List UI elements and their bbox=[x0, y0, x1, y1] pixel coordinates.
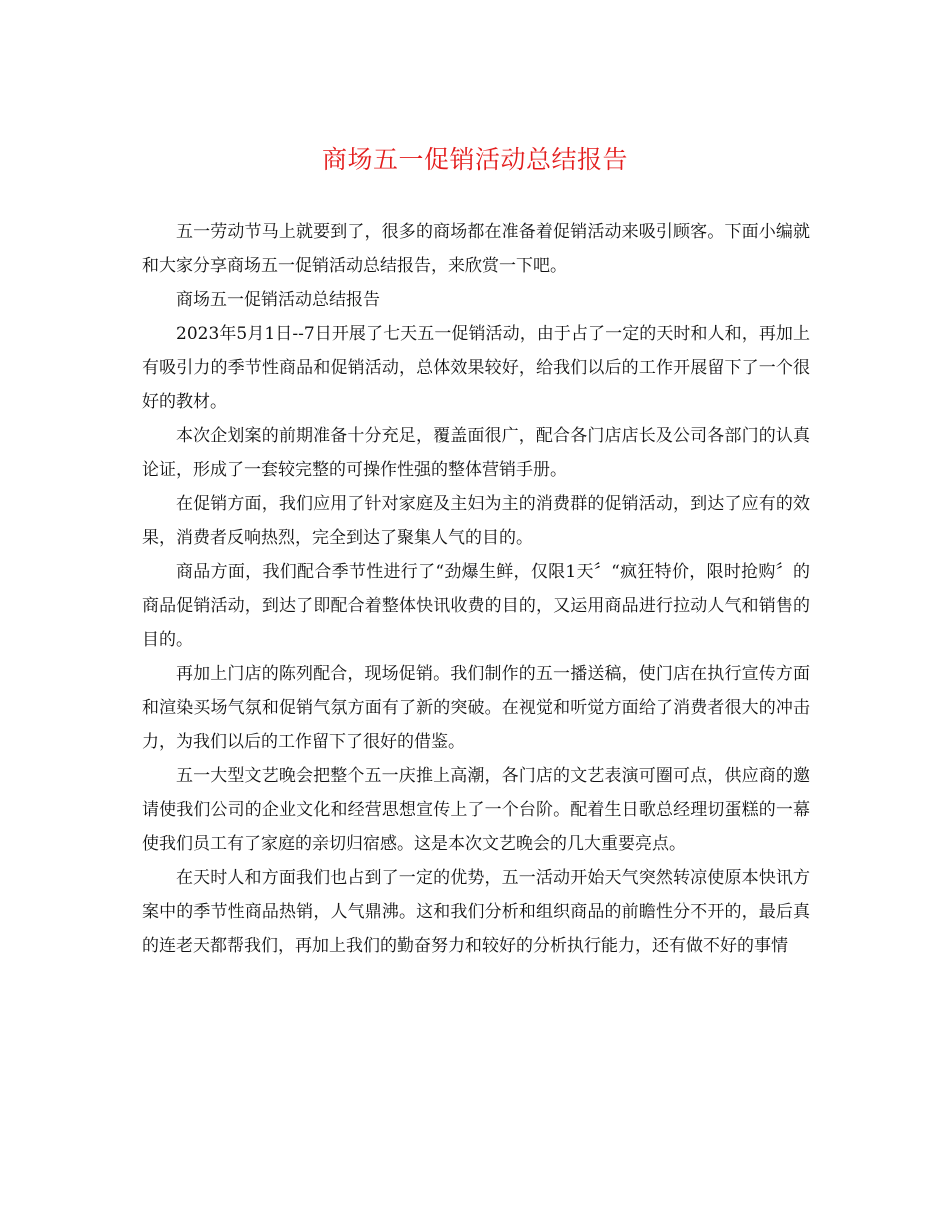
document-body bbox=[142, 215, 810, 963]
paragraph-display: 再加上门店的陈列配合，现场促销。我们制作的五一播送稿，使门店在执行宣传方面和渲染买场气氛和促销气氛方面有了新的突破。在视觉和听觉方面给了消费者很大的冲击力，为我们以后的工作留下了很好的借鉴。 bbox=[142, 664, 810, 752]
paragraph-promotion: 在促销方面，我们应用了针对家庭及主妇为主的消费群的促销活动，到达了应有的效果，消费者反响热烈，完全到达了聚集人气的目的。 bbox=[142, 494, 810, 548]
paragraph-preparation: 本次企划案的前期准备十分充足，覆盖面很广，配合各门店店长及公司各部门的认真论证，形成了一套较完整的可操作性强的整体营销手册。 bbox=[142, 426, 810, 480]
paragraph-merchandise: 商品方面，我们配合季节性进行了“劲爆生鲜，仅限1天〞“疯狂特价，限时抢购〞的商品促销活动，到达了即配合着整体快讯收费的目的，又运用商品进行拉动人气和销售的目的。 bbox=[142, 562, 810, 650]
paragraph-gala: 五一大型文艺晚会把整个五一庆推上高潮，各门店的文艺表演可圈可点，供应商的邀请使我们公司的企业文化和经营思想宣传上了一个台阶。配着生日歌总经理切蛋糕的一幕使我们员工有了家庭的亲切归宿感。这是本次文艺晚会的几大重要亮点。 bbox=[142, 766, 810, 854]
paragraph-overview: 2023年5月1日--7日开展了七天五一促销活动，由于占了一定的天时和人和，再加上有吸引力的季节性商品和促销活动，总体效果较好，给我们以后的工作开展留下了一个很好的教材。 bbox=[142, 324, 810, 412]
paragraph-intro: 五一劳动节马上就要到了，很多的商场都在准备着促销活动来吸引顾客。下面小编就和大家分享商场五一促销活动总结报告，来欣赏一下吧。 bbox=[142, 222, 810, 276]
paragraph-subtitle: 商场五一促销活动总结报告 bbox=[176, 290, 380, 310]
document-title: 商场五一促销活动总结报告 bbox=[321, 145, 628, 174]
paragraph-timing: 在天时人和方面我们也占到了一定的优势，五一活动开始天气突然转凉使原本快讯方案中的季节性商品热销，人气鼎沸。这和我们分析和组织商品的前瞻性分不开的，最后真的连老天都帮我们，再加上我们的勤奋努力和较好的分析执行能力，还有做不好的事情 bbox=[142, 868, 810, 956]
